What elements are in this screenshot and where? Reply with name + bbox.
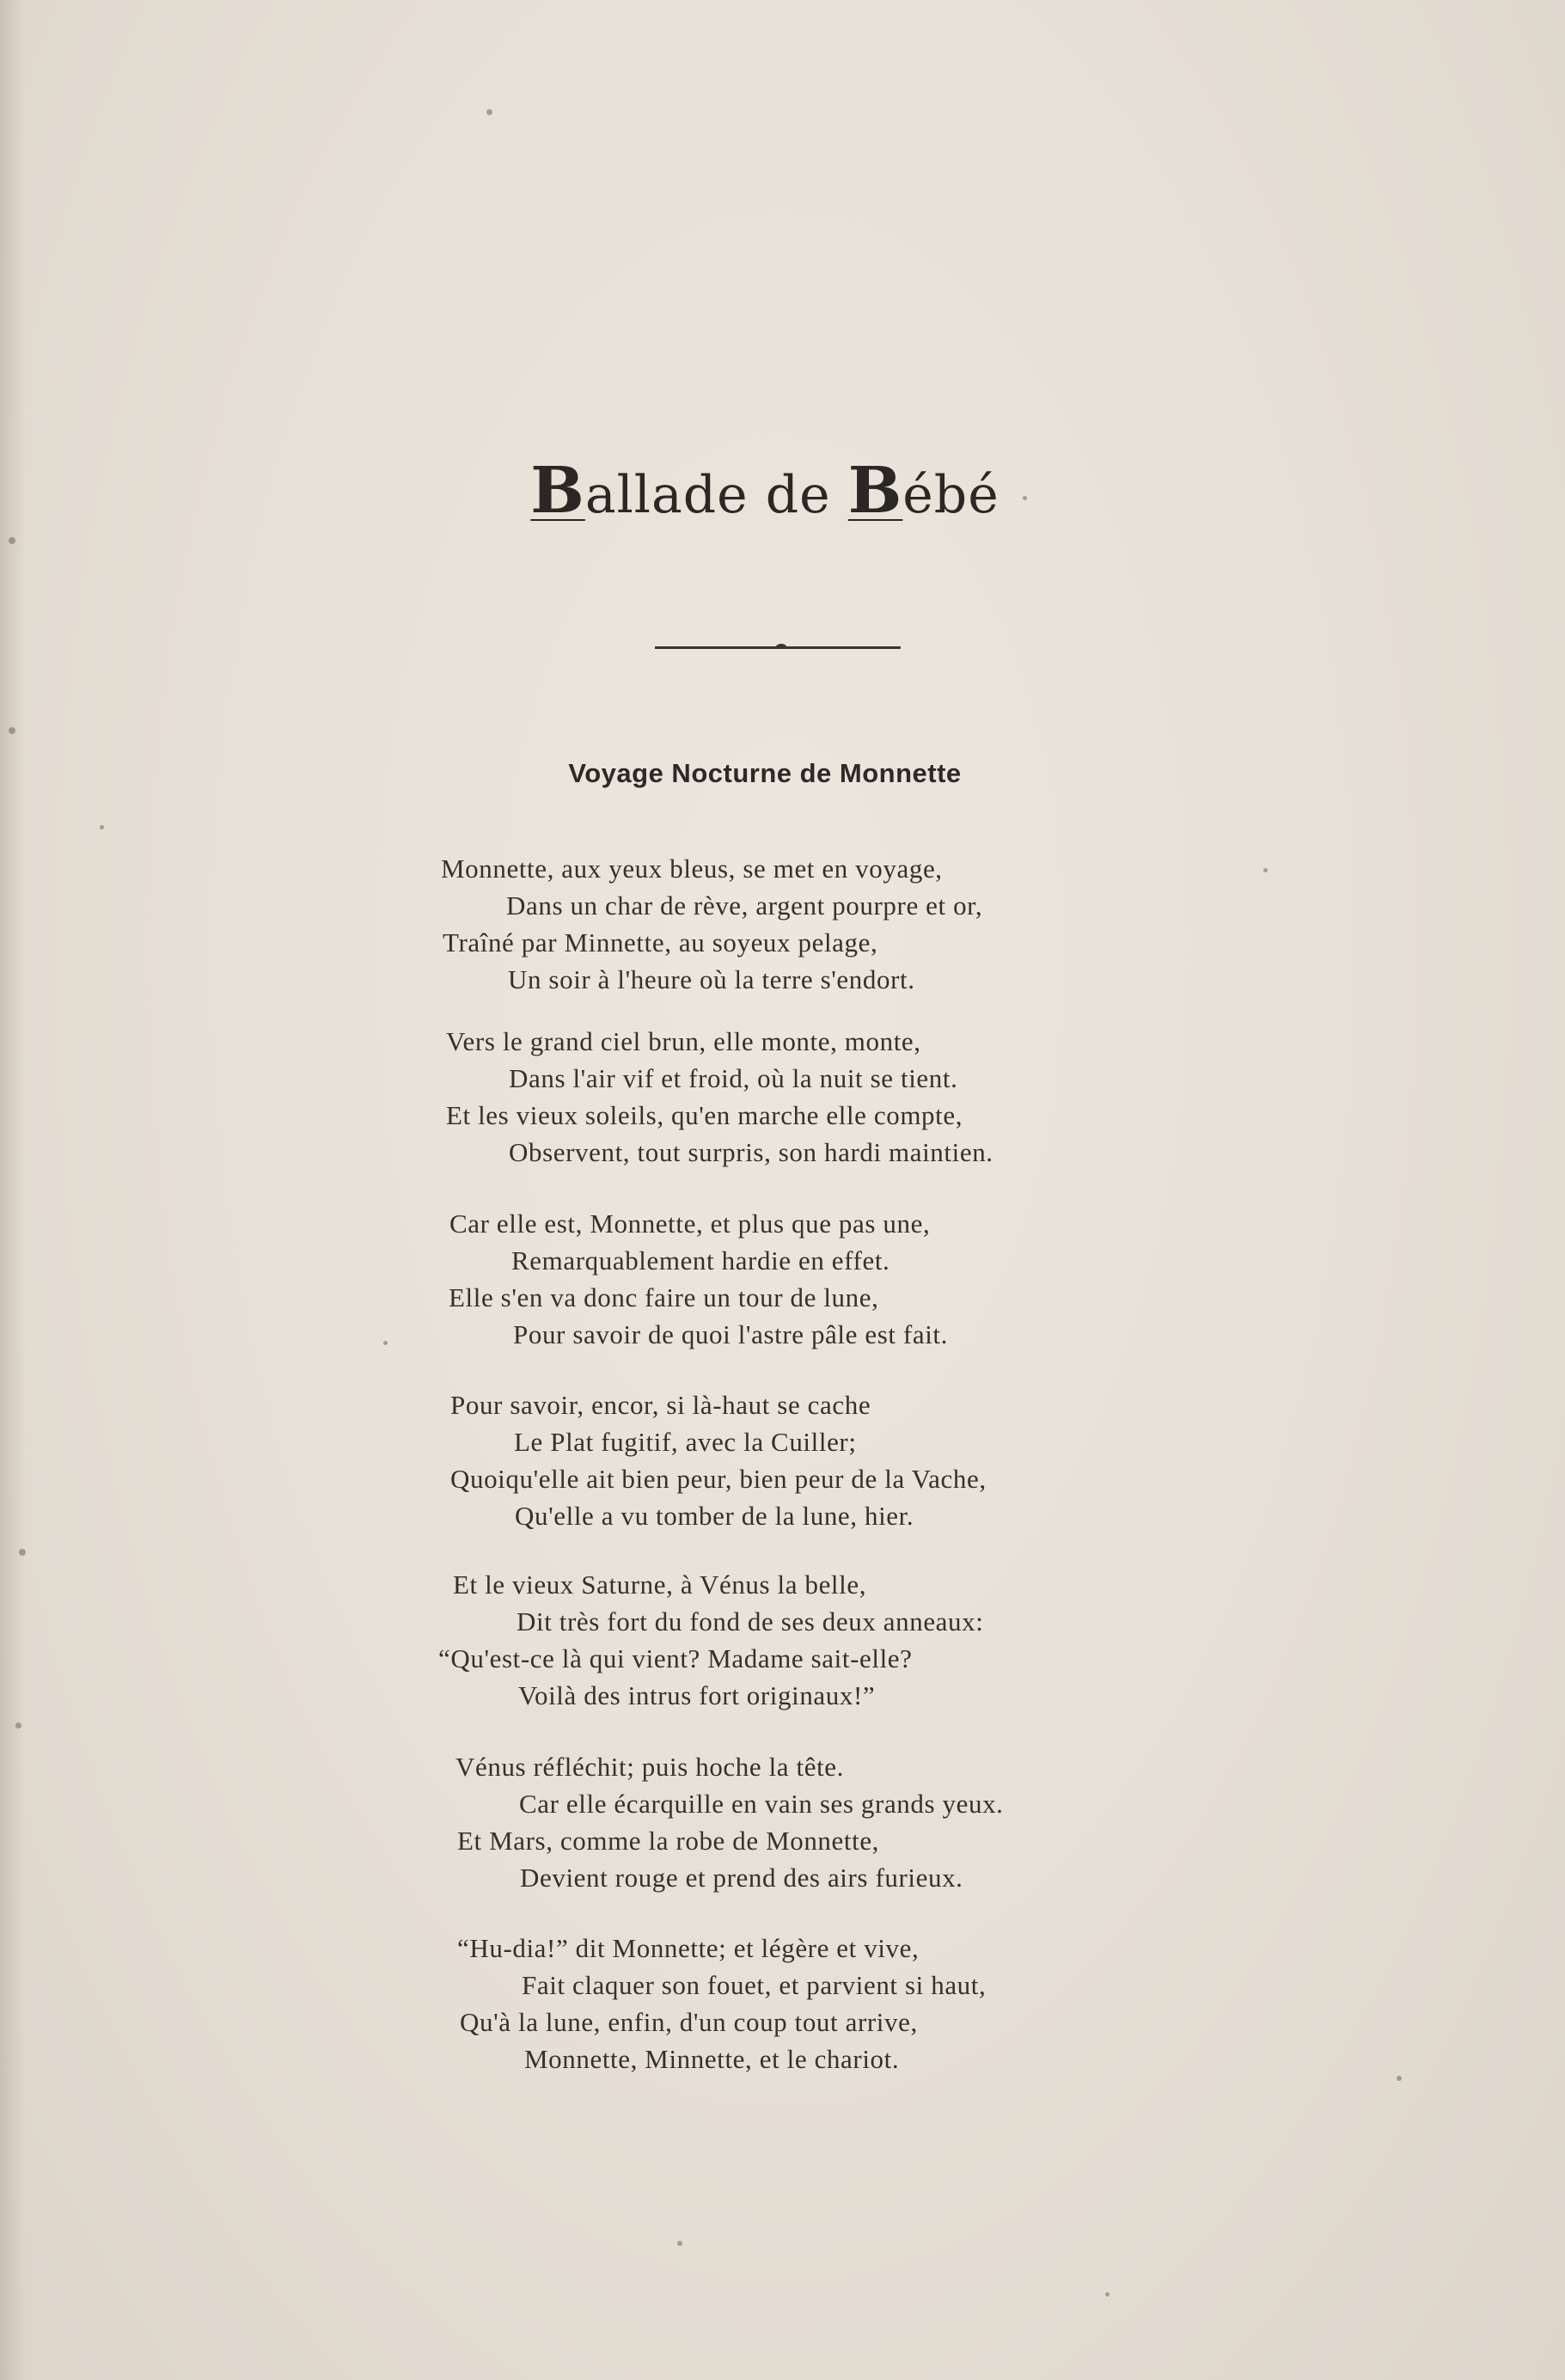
poem-line: Car elle écarquille en vain ses grands yeux. [519,1789,1004,1819]
poem-line: Observent, tout surpris, son hardi maintien. [509,1137,993,1167]
poem-line: Monnette, aux yeux bleus, se met en voyage, [441,853,943,884]
poem-line: Et Mars, comme la robe de Monnette, [457,1826,880,1856]
poem-line: Voilà des intrus fort originaux!” [518,1680,876,1710]
poem-line: Devient rouge et prend des airs furieux. [520,1863,963,1893]
poem-line: Traîné par Minnette, au soyeux pelage, [443,927,878,958]
poem-line: Pour savoir de quoi l'astre pâle est fait. [513,1319,948,1349]
title-text-1: allade de [584,465,848,525]
title-text-2: ébé [902,465,1000,525]
title-initial-1: B [530,454,585,528]
poem-line: Vers le grand ciel brun, elle monte, monte, [446,1026,921,1056]
poem-line: Pour savoir, encor, si là-haut se cache [450,1390,871,1420]
title-initial-2: B [847,454,903,528]
poem-line: Dit très fort du fond de ses deux anneaux: [517,1606,984,1637]
poem-line: “Hu-dia!” dit Monnette; et légère et vive, [457,1933,920,1963]
poem-line: “Qu'est-ce là qui vient? Madame sait-elle? [438,1643,913,1673]
poem-line: Fait claquer son fouet, et parvient si haut, [522,1970,987,2000]
poem-line: Vénus réfléchit; puis hoche la tête. [455,1752,844,1782]
poem-line: Monnette, Minnette, et le chariot. [524,2044,900,2074]
poem-line: Qu'elle a vu tomber de la lune, hier. [515,1501,914,1531]
poem-line: Dans l'air vif et froid, où la nuit se tient. [509,1063,958,1093]
poem-line: Et le vieux Saturne, à Vénus la belle, [453,1569,867,1600]
poem-line: Le Plat fugitif, avec la Cuiller; [514,1427,857,1457]
poem-line: Car elle est, Monnette, et plus que pas une, [449,1208,931,1239]
poem-subtitle: Voyage Nocturne de Monnette [568,758,962,788]
poem-line: Quoiqu'elle ait bien peur, bien peur de la Vache, [450,1464,987,1494]
poem-line: Qu'à la lune, enfin, d'un coup tout arrive, [460,2007,918,2037]
poem-line: Un soir à l'heure où la terre s'endort. [508,964,915,994]
poem-line: Et les vieux soleils, qu'en marche elle compte, [446,1100,963,1130]
poem-line: Remarquablement hardie en effet. [511,1245,890,1276]
poem-line: Dans un char de rève, argent pourpre et or, [506,890,983,921]
poem-line: Elle s'en va donc faire un tour de lune, [449,1282,879,1312]
